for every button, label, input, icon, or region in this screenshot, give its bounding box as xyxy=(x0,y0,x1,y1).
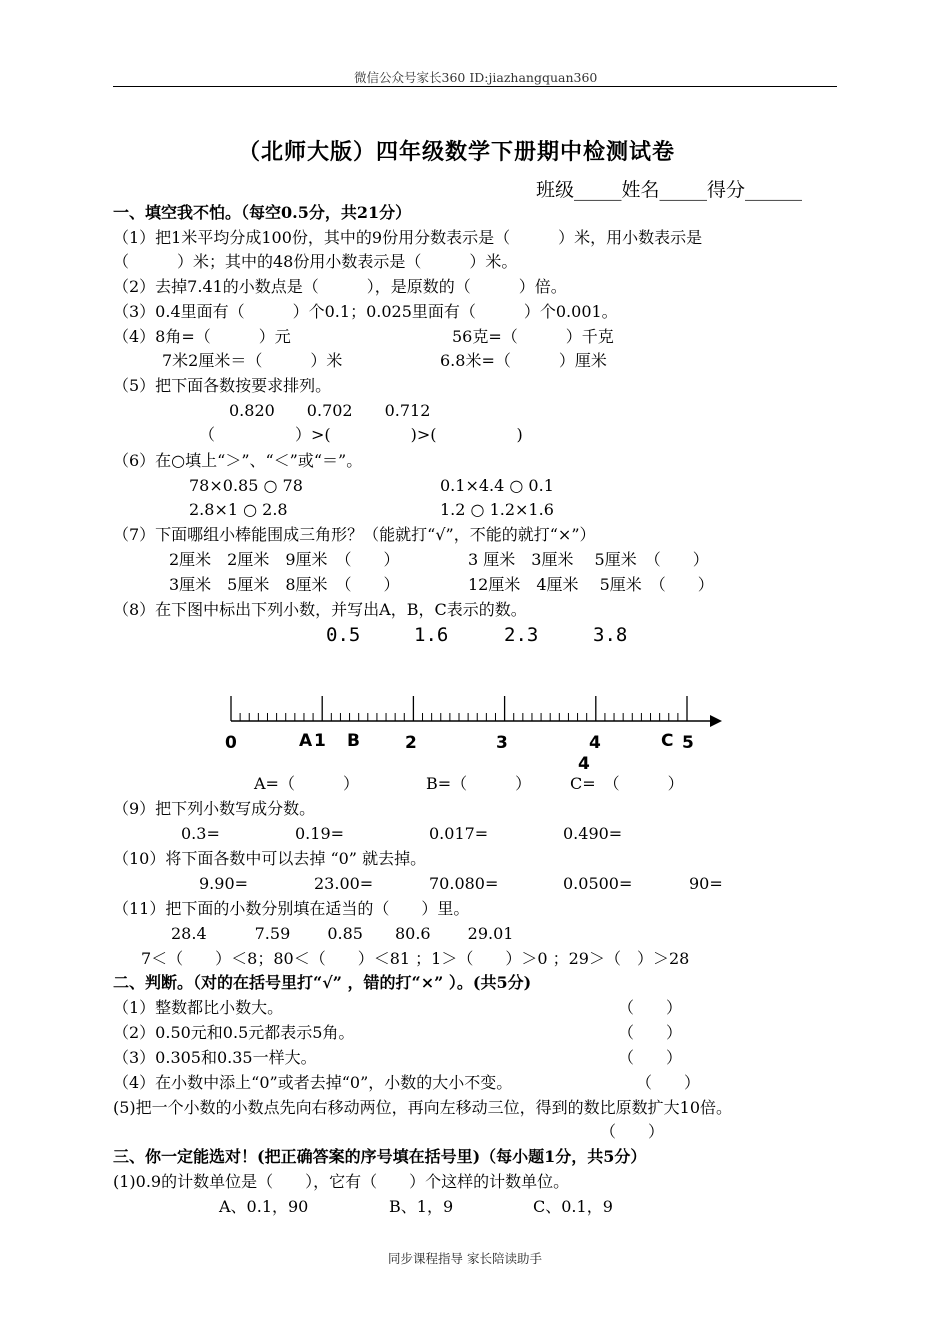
question-10: （10）将下面各数中可以去掉 “0” 就去掉。 xyxy=(113,849,427,868)
question-4b-right: 6.8米=（ ）厘米 xyxy=(440,351,607,370)
answer-c: C= （ ） xyxy=(570,774,684,793)
q10-item-3: 70.080= xyxy=(429,874,499,893)
choice-option-a: A、0.1，90 xyxy=(219,1197,309,1216)
section2-heading: 二、判断。（对的在括号里打“√” ，错的打“×” ）。(共5分) xyxy=(113,973,532,992)
question-7b-left: 3厘米 5厘米 8厘米 （ ） xyxy=(169,575,400,594)
judge-item-5: (5)把一个小数的小数点先向右移动两位，再向左移动三位，得到的数比原数扩大10倍。 xyxy=(113,1098,733,1117)
axis-label-1: 1 xyxy=(314,731,326,751)
judge-item-4: （4）在小数中添上“0”或者去掉“0”，小数的大小不变。 xyxy=(113,1073,513,1092)
choice-option-b: B、1，9 xyxy=(389,1197,454,1216)
q11-numbers: 28.4 7.59 0.85 80.6 29.01 xyxy=(171,924,514,943)
question-5-numbers: 0.820 0.702 0.712 xyxy=(229,401,431,420)
section3-heading: 三、你一定能选对！(把正确答案的序号填在括号里)（每小题1分，共5分） xyxy=(113,1147,647,1166)
q9-item-1: 0.3= xyxy=(181,824,220,843)
judge-item-2: （2）0.50元和0.5元都表示5角。 xyxy=(113,1023,355,1042)
page-header: 微信公众号家长360 ID:jiazhangquan360 xyxy=(354,70,598,85)
axis-label-4: 4 xyxy=(589,733,601,753)
letter-label-b: B xyxy=(347,731,360,751)
q11-inequalities: 7＜（ ）＜8；80＜（ ）＜81 ；1＞（ ）＞0 ；29＞（ ）＞28 xyxy=(141,949,690,968)
question-11: （11）把下面的小数分别填在适当的（ ）里。 xyxy=(113,899,470,918)
section1-heading: 一、填空我不怕。（每空0.5分，共21分） xyxy=(113,203,412,222)
q8-number-4: 3.8 xyxy=(593,624,628,646)
judge-blank-5: （ ） xyxy=(600,1122,665,1141)
judge-blank-1: （ ） xyxy=(618,998,683,1017)
q10-item-1: 9.90= xyxy=(199,874,249,893)
q10-item-2: 23.00= xyxy=(314,874,374,893)
axis-label-2: 2 xyxy=(405,733,417,753)
judge-blank-3: （ ） xyxy=(618,1048,683,1067)
axis-label-3: 3 xyxy=(496,733,508,753)
number-line-ticks xyxy=(231,696,687,721)
axis-label-0: 0 xyxy=(225,733,237,753)
judge-blank-4: （ ） xyxy=(636,1073,701,1092)
question-1b: （ ）米；其中的48份用小数表示是（ ）米。 xyxy=(113,252,518,271)
axis-label-5: 5 xyxy=(682,733,694,753)
question-6: （6）在○填上“＞”、“＜”或“＝”。 xyxy=(113,451,363,470)
choice-option-c: C、0.1，9 xyxy=(533,1197,613,1216)
question-6b-right: 1.2 ○ 1.2×1.6 xyxy=(440,500,554,519)
extra-label-4: 4 xyxy=(578,754,590,774)
q8-number-2: 1.6 xyxy=(414,624,449,646)
question-2: （2）去掉7.41的小数点是（ ），是原数的（ ）倍。 xyxy=(113,277,567,296)
question-7a-right: 3 厘米 3厘米 5厘米 （ ） xyxy=(468,550,709,569)
question-4a-left: （4）8角=（ ）元 xyxy=(113,327,291,346)
question-9: （9）把下列小数写成分数。 xyxy=(113,799,316,818)
letter-label-a: A xyxy=(299,731,313,751)
question-1a: （1）把1米平均分成100份，其中的9份用分数表示是（ ）米，用小数表示是 xyxy=(113,228,703,247)
page-footer: 同步课程指导 家长陪读助手 xyxy=(388,1251,542,1266)
question-7a-left: 2厘米 2厘米 9厘米 （ ） xyxy=(169,550,400,569)
page-title: （北师大版）四年级数学下册期中检测试卷 xyxy=(238,139,676,165)
student-info: 班级_____姓名_____得分______ xyxy=(536,179,803,201)
question-6b-left: 2.8×1 ○ 2.8 xyxy=(189,500,288,519)
question-5-order: （ ）>( )>( ) xyxy=(199,425,523,444)
question-6a-left: 78×0.85 ○ 78 xyxy=(189,476,303,495)
question-8: （8）在下图中标出下列小数，并写出A，B，C表示的数。 xyxy=(113,600,527,619)
number-line-arrow-icon xyxy=(710,715,722,727)
answer-a: A=（ ） xyxy=(254,774,359,793)
question-5: （5）把下面各数按要求排列。 xyxy=(113,376,332,395)
q9-item-4: 0.490= xyxy=(563,824,623,843)
judge-item-3: （3）0.305和0.35一样大。 xyxy=(113,1048,317,1067)
judge-blank-2: （ ） xyxy=(618,1023,683,1042)
q10-item-5: 90= xyxy=(689,874,723,893)
question-4b-left: 7米2厘米＝（ ）米 xyxy=(162,351,343,370)
q10-item-4: 0.0500= xyxy=(563,874,633,893)
q8-number-3: 2.3 xyxy=(504,624,539,646)
question-7: （7）下面哪组小棒能围成三角形？（能就打“√”，不能的就打“×”） xyxy=(113,525,596,544)
choice-question-1: (1)0.9的计数单位是（ ），它有（ ）个这样的计数单位。 xyxy=(113,1172,570,1191)
q9-item-3: 0.017= xyxy=(429,824,489,843)
answer-b: B=（ ） xyxy=(426,774,532,793)
judge-item-1: （1）整数都比小数大。 xyxy=(113,998,284,1017)
question-3: （3）0.4里面有（ ）个0.1；0.025里面有（ ）个0.001。 xyxy=(113,302,618,321)
q9-item-2: 0.19= xyxy=(295,824,345,843)
question-6a-right: 0.1×4.4 ○ 0.1 xyxy=(440,476,554,495)
question-7b-right: 12厘米 4厘米 5厘米 （ ） xyxy=(468,575,714,594)
letter-label-c: C xyxy=(661,731,674,751)
question-4a-right: 56克=（ ）千克 xyxy=(452,327,614,346)
q8-number-1: 0.5 xyxy=(326,624,361,646)
